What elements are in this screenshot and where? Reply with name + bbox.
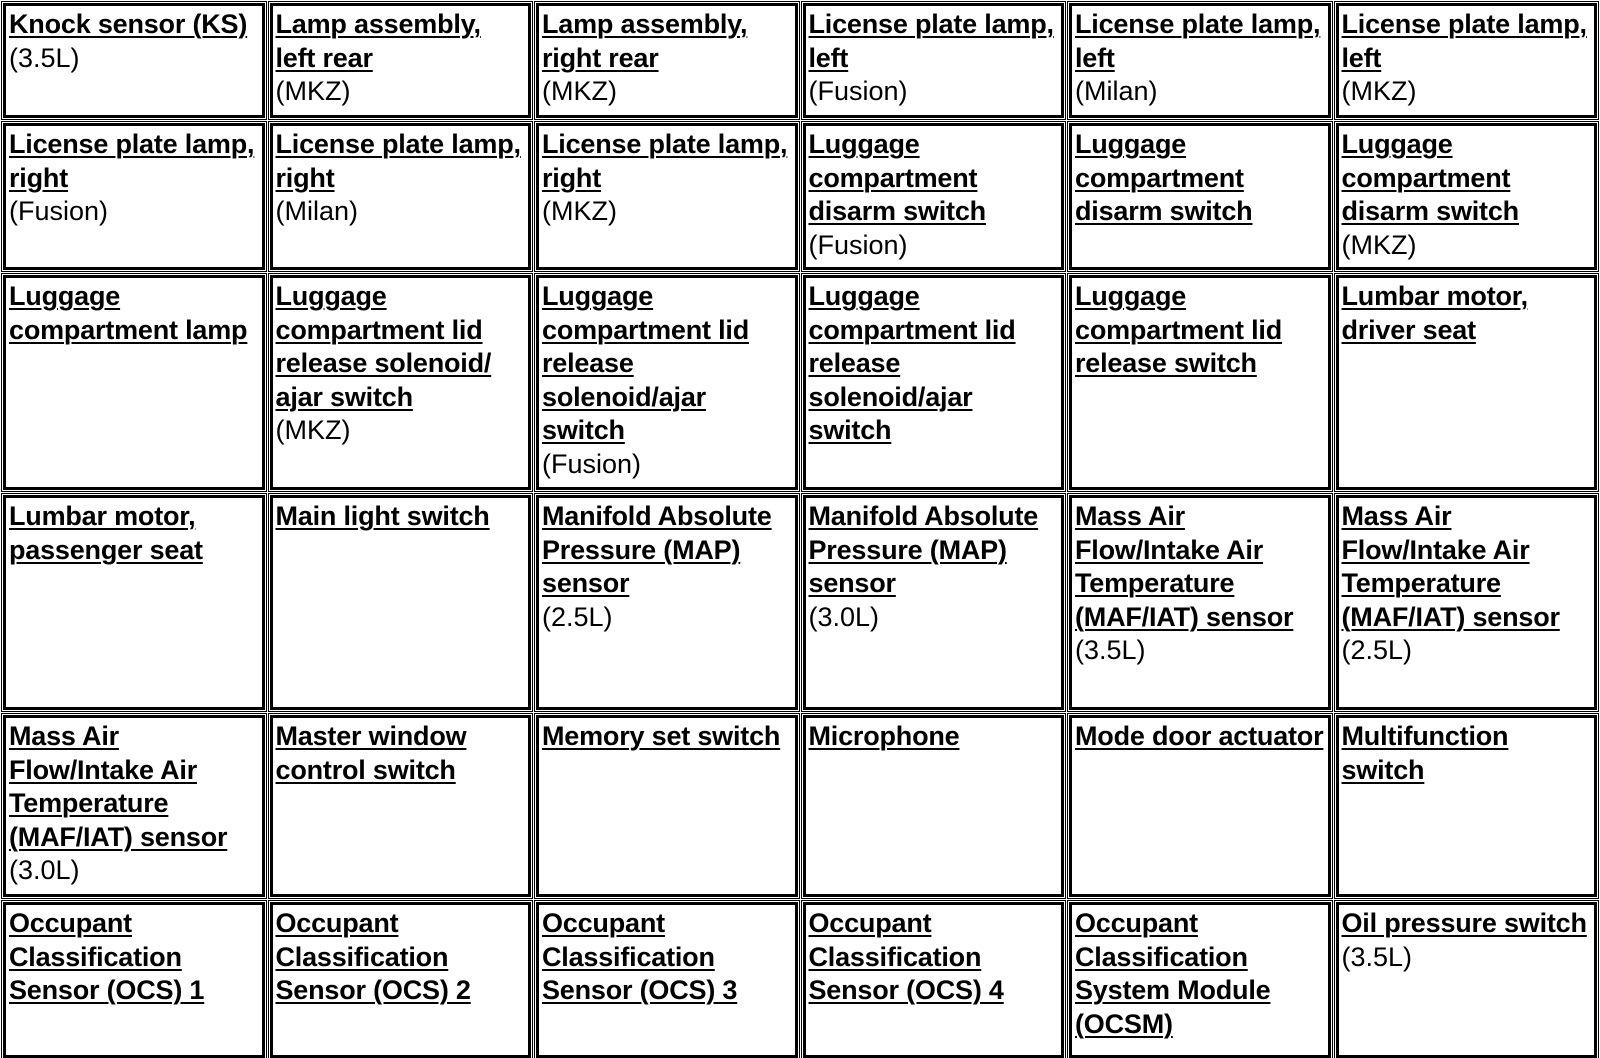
table-cell: [536, 902, 798, 1058]
table-cell: [270, 123, 532, 270]
component-link[interactable]: Manifold Absolute Pressure (MAP) sensor: [808, 501, 1039, 599]
component-link[interactable]: License plate lamp, left: [808, 9, 1054, 73]
variant-note: (Fusion): [808, 76, 908, 107]
table-cell: [3, 902, 265, 1058]
variant-note: (3.0L): [808, 601, 880, 632]
component-link[interactable]: Luggage compartment lid release switch: [1075, 281, 1283, 379]
table-cell: [270, 715, 532, 897]
variant-note: (MKZ): [1341, 229, 1417, 260]
component-link[interactable]: Luggage compartment disarm switch: [808, 129, 986, 227]
component-link[interactable]: Multifunction switch: [1341, 721, 1509, 785]
variant-note: (MKZ): [542, 196, 617, 227]
variant-note: (MKZ): [1341, 76, 1417, 107]
table-cell: [536, 3, 798, 118]
table-cell: [270, 495, 532, 710]
component-link[interactable]: Luggage compartment lid release solenoid/ajar switch: [808, 281, 1016, 446]
component-link[interactable]: License plate lamp, right: [9, 129, 255, 193]
component-link[interactable]: License plate lamp, right: [542, 129, 788, 193]
component-link[interactable]: Lumbar motor, passenger seat: [9, 501, 203, 565]
component-link[interactable]: Mass Air Flow/Intake Air Temperature (MAF/IAT) sensor: [1341, 501, 1560, 632]
variant-note: (3.5L): [1075, 635, 1146, 666]
component-link[interactable]: License plate lamp, right: [275, 129, 521, 193]
component-link[interactable]: Luggage compartment lid release solenoid/ajar switch: [542, 281, 750, 446]
component-link[interactable]: Occupant Classification Sensor (OCS) 1: [9, 908, 205, 1006]
variant-note: (2.5L): [1341, 635, 1413, 666]
component-link[interactable]: Mass Air Flow/Intake Air Temperature (MAF/IAT) sensor: [9, 721, 228, 852]
table-cell: [3, 715, 265, 897]
table-cell: [536, 715, 798, 897]
component-link[interactable]: Luggage compartment lamp: [9, 281, 248, 345]
table-cell: [1069, 495, 1331, 710]
variant-note: (Fusion): [808, 229, 908, 260]
table-cell: [1336, 123, 1598, 270]
table-cell: [270, 275, 532, 490]
table-cell: [1069, 715, 1331, 897]
table-cell: [536, 275, 798, 490]
component-link[interactable]: License plate lamp, left: [1075, 9, 1321, 73]
table-cell: [536, 495, 798, 710]
component-link[interactable]: Manifold Absolute Pressure (MAP) sensor: [542, 501, 772, 599]
component-link[interactable]: License plate lamp, left: [1341, 9, 1587, 73]
variant-note: (2.5L): [542, 601, 613, 632]
variant-note: (MKZ): [275, 76, 351, 107]
table-cell: [1069, 3, 1331, 118]
component-link[interactable]: Knock sensor (KS): [9, 9, 248, 39]
table-cell: [1069, 123, 1331, 270]
table-cell: [803, 715, 1065, 897]
table-cell: [803, 902, 1065, 1058]
component-link[interactable]: Lamp assembly, right rear: [542, 9, 748, 73]
table-cell: [3, 3, 265, 118]
variant-note: (3.0L): [9, 855, 80, 886]
variant-note: (Fusion): [9, 196, 109, 227]
variant-note: (MKZ): [542, 76, 617, 107]
table-cell: [803, 123, 1065, 270]
variant-note: (MKZ): [275, 415, 351, 446]
component-link[interactable]: Mass Air Flow/Intake Air Temperature (MAF/IAT) sensor: [1075, 501, 1294, 632]
table-cell: [803, 3, 1065, 118]
table-cell: [1336, 275, 1598, 490]
table-cell: [3, 495, 265, 710]
variant-note: (3.5L): [9, 42, 80, 73]
table-cell: [1069, 902, 1331, 1058]
component-link[interactable]: Occupant Classification Sensor (OCS) 2: [275, 908, 471, 1006]
table-cell: [1069, 275, 1331, 490]
table-cell: [1336, 902, 1598, 1058]
component-link[interactable]: Oil pressure switch: [1341, 908, 1587, 938]
table-cell: [270, 902, 532, 1058]
component-link[interactable]: Main light switch: [275, 501, 490, 531]
component-link[interactable]: Luggage compartment disarm switch: [1341, 129, 1519, 227]
variant-note: (Milan): [1075, 76, 1158, 107]
table-cell: [803, 495, 1065, 710]
variant-note: (3.5L): [1341, 941, 1413, 972]
component-link[interactable]: Occupant Classification Sensor (OCS) 3: [542, 908, 738, 1006]
table-cell: [1336, 3, 1598, 118]
component-link[interactable]: Master window control switch: [275, 721, 467, 785]
table-cell: [3, 275, 265, 490]
table-cell: [536, 123, 798, 270]
variant-note: (Fusion): [542, 448, 642, 479]
component-link[interactable]: Occupant Classification System Module (OCSM): [1075, 908, 1271, 1039]
table-cell: [1336, 495, 1598, 710]
table-cell: [803, 275, 1065, 490]
table-cell: [3, 123, 265, 270]
component-link[interactable]: Luggage compartment disarm switch: [1075, 129, 1253, 227]
component-link[interactable]: Lumbar motor, driver seat: [1341, 281, 1528, 345]
component-link[interactable]: Occupant Classification Sensor (OCS) 4: [808, 908, 1004, 1006]
component-link[interactable]: Mode door actuator: [1075, 721, 1324, 751]
component-link[interactable]: Lamp assembly, left rear: [275, 9, 481, 73]
component-link[interactable]: Memory set switch: [542, 721, 781, 751]
table-cell: [1336, 715, 1598, 897]
component-link[interactable]: Luggage compartment lid release solenoid/ ajar switch: [275, 281, 492, 412]
component-link[interactable]: Microphone: [808, 721, 960, 751]
table-cell: [270, 3, 532, 118]
variant-note: (Milan): [275, 196, 359, 227]
